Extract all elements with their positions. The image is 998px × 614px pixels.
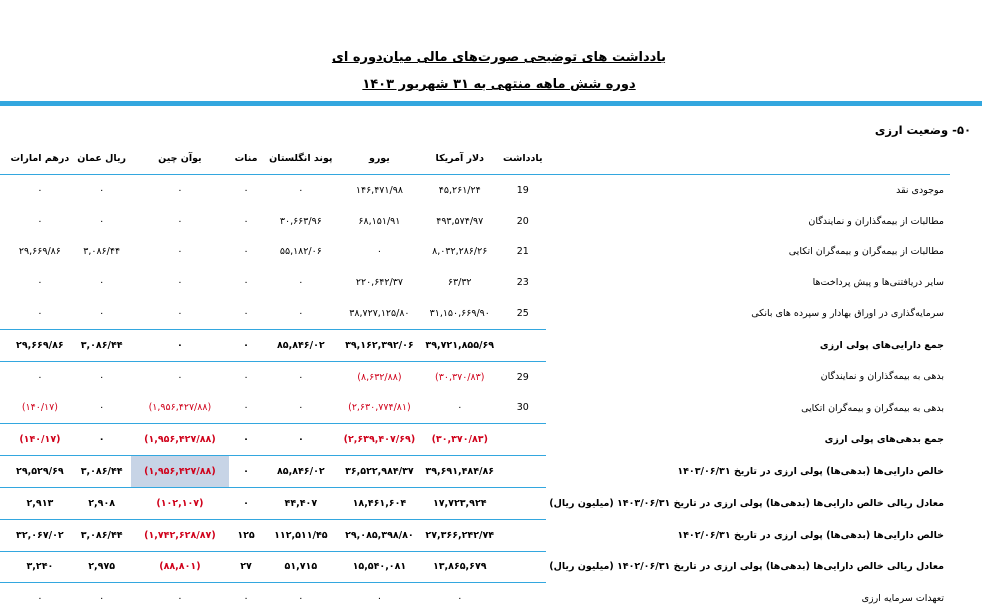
header-divider: [0, 101, 982, 106]
table-cell: (۲,۶۳۰,۷۷۴/۸۱): [348, 402, 411, 414]
table-cell: ۰: [263, 424, 338, 456]
table-cell: ۰: [99, 308, 105, 320]
row-note: [499, 583, 546, 614]
table-cell: [0, 175, 7, 206]
table-cell: ۰: [243, 277, 249, 289]
table-row: [0, 361, 950, 392]
table-cell: ۲۷,۳۶۶,۲۴۲/۷۴: [420, 519, 499, 551]
table-row: [0, 583, 950, 614]
table-cell: [0, 361, 7, 392]
header-desc: [546, 142, 950, 175]
table-cell: ۰: [37, 184, 43, 196]
table-cell: ۳۸,۷۲۷,۱۲۵/۸۰: [349, 308, 410, 320]
row-note: [499, 329, 546, 361]
table-cell: ۳,۲۴۰: [7, 551, 72, 583]
row-note: 23: [516, 277, 529, 289]
table-cell: (۲,۶۳۹,۴۰۷/۶۹): [339, 424, 421, 456]
row-description: سایر دریافتنی‌ها و پیش پرداخت‌ها: [812, 277, 944, 289]
table-cell: ۰: [298, 308, 304, 320]
table-cell: ۴۹۳,۵۷۴/۹۷: [436, 215, 484, 227]
table-cell: ۰: [37, 593, 43, 605]
table-cell: [0, 393, 7, 424]
table-cell: ۰: [243, 371, 249, 383]
table-cell: ۳۶,۵۲۲,۹۸۴/۳۷: [339, 456, 421, 488]
column-header: دلار آمریکا: [420, 142, 499, 175]
table-cell: ۰: [99, 215, 105, 227]
table-cell: ۱۳,۸۶۵,۶۷۹: [420, 551, 499, 583]
table-cell: (۱۰۲,۱۰۷): [131, 487, 229, 519]
table-cell: ۰: [457, 593, 463, 605]
table-cell: (۱۴۰/۱۷): [21, 402, 58, 414]
table-cell: ۰: [177, 215, 183, 227]
table-cell: ۶۳/۳۲: [447, 277, 472, 289]
column-header: یادداشت: [499, 142, 546, 175]
report-title: یادداشت های توضیحی صورت‌های مالی میان‌دوره ای: [331, 50, 667, 65]
row-description: موجودی نقد: [896, 184, 944, 196]
table-cell: ۳,۰۸۶/۴۴: [72, 456, 130, 488]
table-cell: [0, 206, 7, 237]
table-cell: ۰: [243, 402, 249, 414]
table-row: [0, 175, 950, 206]
column-header: یورو: [339, 142, 421, 175]
column-header: منات: [229, 142, 263, 175]
table-cell: ۱۵,۵۴۰,۰۸۱: [339, 551, 421, 583]
table-cell: [0, 267, 7, 298]
table-cell: ۰: [99, 402, 105, 414]
table-cell: ۰: [376, 593, 382, 605]
row-description: جمع بدهی‌های پولی ارزی: [824, 434, 944, 446]
row-description: خالص دارایی‌ها (بدهی‌ها) پولی ارزی در تاریخ ۱۴۰۲/۰۶/۳۱: [677, 529, 944, 541]
row-note: 21: [516, 246, 529, 258]
row-description: جمع دارایی‌های پولی ارزی: [819, 339, 944, 351]
column-header: درهم امارات: [7, 142, 72, 175]
table-cell: ۲۲۰,۶۴۲/۳۷: [355, 277, 403, 289]
table-cell: ۰: [243, 184, 249, 196]
row-note: [499, 487, 546, 519]
table-cell: ۲۷: [229, 551, 263, 583]
row-note: 29: [516, 371, 529, 383]
table-header-row: [0, 142, 950, 175]
column-header: یوآن چین: [131, 142, 229, 175]
table-cell: ۰: [298, 402, 304, 414]
table-cell: ۰: [37, 308, 43, 320]
row-description: بدهی به بیمه‌گران و بیمه‌گران اتکایی: [801, 402, 944, 414]
table-cell: ۰: [298, 371, 304, 383]
table-cell: (۱۴۰/۱۷): [7, 424, 72, 456]
table-cell: [0, 583, 7, 614]
table-cell: ۰: [37, 371, 43, 383]
row-note: [499, 519, 546, 551]
table-cell: ۲,۹۰۸: [72, 487, 130, 519]
table-cell: [0, 519, 7, 551]
section-title: ۵۰- وضعیت ارزی: [874, 123, 971, 137]
table-cell: ۰: [243, 593, 249, 605]
row-description: معادل ریالی خالص دارایی‌ها (بدهی‌ها) پولی ارزی در تاریخ ۱۴۰۲/۰۶/۳۱ (میلیون ریال): [549, 561, 944, 573]
table-cell: ۰: [177, 277, 183, 289]
report-subtitle: دوره شش ماهه منتهی به ۳۱ شهریور ۱۴۰۳: [362, 77, 636, 92]
table-cell: ۰: [99, 184, 105, 196]
table-cell: ۳,۰۸۶/۴۴: [72, 329, 130, 361]
table-cell: (۱,۹۵۶,۴۲۷/۸۸): [131, 424, 229, 456]
table-cell: ۳۹,۱۶۲,۳۹۲/۰۶: [339, 329, 421, 361]
table-cell: ۳۲,۰۶۷/۰۲: [7, 519, 72, 551]
row-note: 19: [516, 184, 529, 196]
table-cell: ۵۵,۱۸۲/۰۶: [279, 246, 322, 258]
table-cell: ۰: [37, 277, 43, 289]
table-cell: ۱۴۶,۴۷۱/۹۸: [355, 184, 403, 196]
table-cell: ۳۰,۶۶۳/۹۶: [279, 215, 322, 227]
row-description: معادل ریالی خالص دارایی‌ها (بدهی‌ها) پولی ارزی در تاریخ ۱۴۰۳/۰۶/۳۱ (میلیون ریال): [549, 497, 944, 509]
table-cell: ۰: [229, 329, 263, 361]
table-cell: ۰: [177, 246, 183, 258]
table-cell: ۰: [99, 593, 105, 605]
table-cell: [0, 456, 7, 488]
table-cell: (۱,۷۴۲,۶۲۸/۸۷): [131, 519, 229, 551]
column-header: [0, 142, 7, 175]
table-cell: (۳۰,۳۷۰/۸۳): [435, 371, 485, 383]
table-row: [0, 267, 950, 298]
table-cell: (۳۰,۳۷۰/۸۳): [420, 424, 499, 456]
table-cell: ۰: [243, 308, 249, 320]
table-row: [0, 237, 950, 268]
table-cell: [0, 237, 7, 268]
row-description: مطالبات از بیمه‌گذاران و نمایندگان: [808, 215, 944, 227]
table-row: [0, 206, 950, 237]
table-row: [0, 487, 950, 519]
table-row: [0, 456, 950, 488]
table-cell: ۱۷,۷۲۳,۹۲۴: [420, 487, 499, 519]
row-note: 20: [516, 215, 529, 227]
table-cell: ۰: [72, 424, 130, 456]
table-cell: [0, 551, 7, 583]
table-cell: ۲,۹۱۳: [7, 487, 72, 519]
table-cell: ۱۸,۴۶۱,۶۰۴: [339, 487, 421, 519]
table-cell: ۳,۰۸۶/۴۴: [72, 519, 130, 551]
table-cell: (۸۸,۸۰۱): [131, 551, 229, 583]
table-cell: (۸,۶۳۲/۸۸): [357, 371, 402, 383]
row-description: سرمایه‌گذاری در اوراق بهادار و سپرده های بانکی: [751, 308, 944, 320]
table-cell: ۰: [243, 215, 249, 227]
table-cell: ۰: [177, 371, 183, 383]
column-header: ریال عمان: [72, 142, 130, 175]
row-description: خالص دارایی‌ها (بدهی‌ها) پولی ارزی در تاریخ ۱۴۰۳/۰۶/۳۱: [677, 466, 944, 478]
table-cell: ۰: [99, 371, 105, 383]
table-cell: ۳۱,۱۵۰,۶۶۹/۹۰: [429, 308, 490, 320]
row-description: بدهی به بیمه‌گذاران و نمایندگان: [820, 371, 944, 383]
table-cell: (۱,۹۵۶,۴۲۷/۸۸): [131, 456, 229, 488]
table-cell: ۰: [243, 246, 249, 258]
table-cell: ۸۵,۸۴۶/۰۲: [263, 456, 338, 488]
table-cell: ۰: [229, 424, 263, 456]
table-cell: ۰: [177, 593, 183, 605]
table-cell: ۰: [37, 215, 43, 227]
table-cell: ۰: [298, 277, 304, 289]
table-cell: ۰: [131, 329, 229, 361]
table-cell: ۵۱,۷۱۵: [263, 551, 338, 583]
table-cell: ۰: [177, 184, 183, 196]
table-cell: ۴۵,۲۶۱/۲۴: [438, 184, 481, 196]
table-cell: ۰: [298, 593, 304, 605]
row-note: [499, 551, 546, 583]
table-cell: ۲۹,۶۶۹/۸۶: [7, 329, 72, 361]
table-cell: ۳۹,۷۲۱,۸۵۵/۶۹: [420, 329, 499, 361]
table-cell: ۰: [99, 277, 105, 289]
row-note: [499, 424, 546, 456]
table-row: [0, 298, 950, 329]
table-cell: [0, 487, 7, 519]
table-cell: ۰: [229, 456, 263, 488]
table-row: [0, 519, 950, 551]
table-cell: (۱,۹۵۶,۴۲۷/۸۸): [148, 402, 212, 414]
table-cell: ۱۱۲,۵۱۱/۴۵: [263, 519, 338, 551]
row-description: مطالبات از بیمه‌گران و بیمه‌گران اتکایی: [788, 246, 944, 258]
table-cell: ۲۹,۰۸۵,۳۹۸/۸۰: [339, 519, 421, 551]
row-description: تعهدات سرمایه ارزی: [861, 593, 944, 604]
table-cell: ۴۴,۴۰۷: [263, 487, 338, 519]
table-cell: ۰: [457, 402, 463, 414]
table-cell: ۸,۰۳۲,۲۸۶/۲۶: [432, 246, 488, 258]
table-cell: ۰: [229, 487, 263, 519]
table-cell: [0, 424, 7, 456]
table-cell: ۲۹,۶۶۹/۸۶: [18, 246, 61, 258]
table-cell: ۶۸,۱۵۱/۹۱: [358, 215, 401, 227]
table-row: [0, 329, 950, 361]
table-cell: ۰: [298, 184, 304, 196]
row-note: [499, 456, 546, 488]
table-cell: ۲۹,۵۲۹/۶۹: [7, 456, 72, 488]
table-cell: ۳,۰۸۶/۴۴: [83, 246, 121, 258]
table-row: [0, 393, 950, 424]
column-header: پوند انگلستان: [263, 142, 338, 175]
table-cell: ۱۲۵: [229, 519, 263, 551]
table-cell: ۳۹,۶۹۱,۴۸۴/۸۶: [420, 456, 499, 488]
table-row: [0, 551, 950, 583]
table-cell: ۸۵,۸۴۶/۰۲: [263, 329, 338, 361]
table-cell: [0, 329, 7, 361]
table-cell: [0, 298, 7, 329]
table-row: [0, 424, 950, 456]
row-note: 25: [516, 308, 529, 320]
table-cell: ۰: [376, 246, 382, 258]
table-cell: ۰: [177, 308, 183, 320]
row-note: 30: [516, 402, 529, 414]
currency-position-table: [0, 142, 950, 614]
table-cell: ۲,۹۷۵: [72, 551, 130, 583]
